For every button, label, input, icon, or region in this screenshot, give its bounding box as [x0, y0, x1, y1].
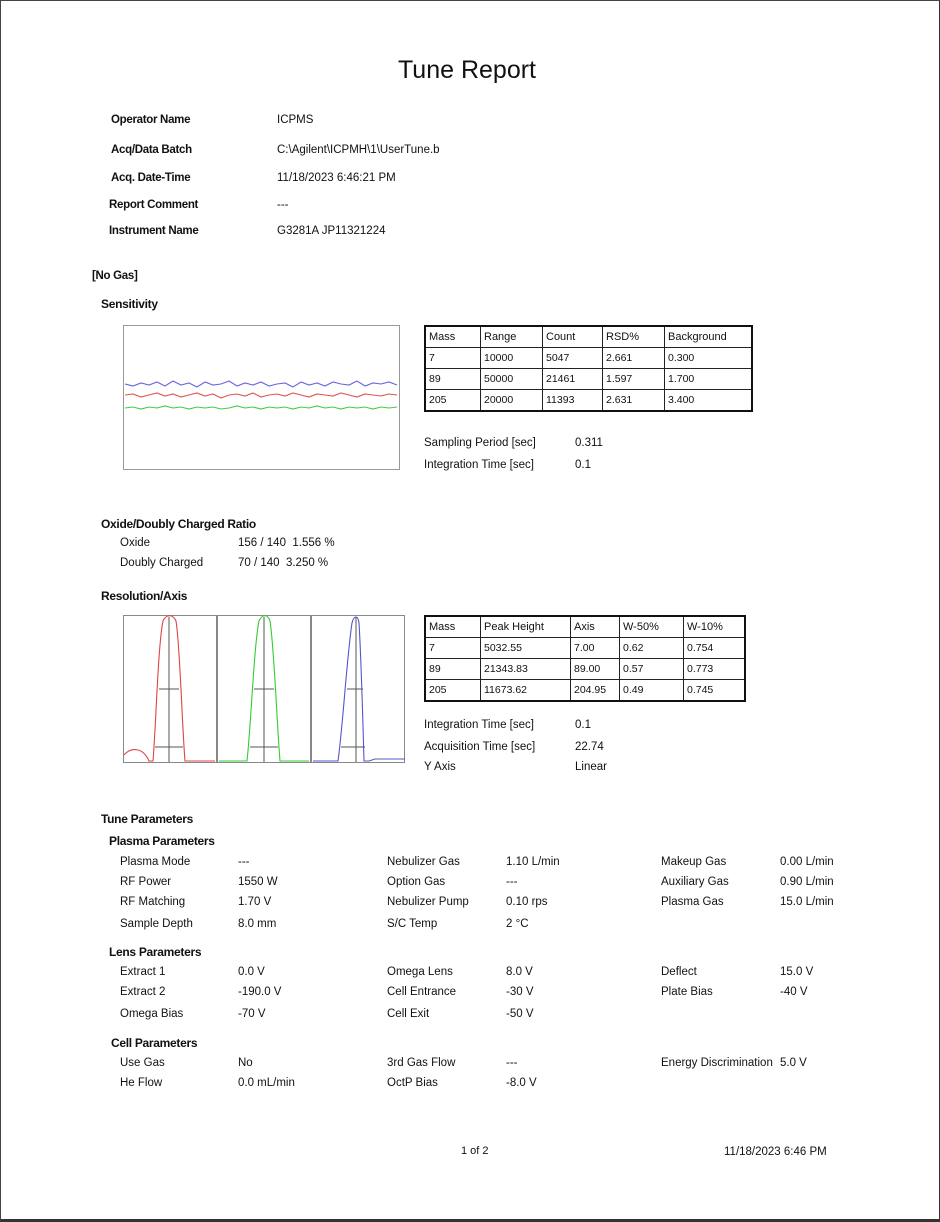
- sensitivity-table: [424, 325, 753, 412]
- operator-name-value: ICPMS: [277, 114, 314, 126]
- oxide-heading: Oxide/Doubly Charged Ratio: [101, 517, 256, 531]
- resolution-integration-time-value: 0.1: [575, 719, 591, 731]
- table-cell: 7.00: [571, 638, 620, 659]
- param-value: 8.0 V: [506, 966, 533, 978]
- table-row: [425, 680, 745, 702]
- table-cell: 5032.55: [481, 638, 571, 659]
- y-axis-value: Linear: [575, 761, 607, 773]
- peak-panel-mass-89: [218, 616, 311, 763]
- table-row: [425, 659, 745, 680]
- report-title: Tune Report: [397, 56, 537, 84]
- table-cell: 11673.62: [481, 680, 571, 702]
- param-label: Cell Exit: [387, 1008, 430, 1020]
- table-cell: 89: [425, 369, 481, 390]
- param-value: 1550 W: [238, 876, 278, 888]
- table-cell: 5047: [543, 348, 603, 369]
- table-header-row: [425, 326, 752, 348]
- param-value: 0.00 L/min: [780, 856, 834, 868]
- table-cell: 0.57: [620, 659, 684, 680]
- peak-panel-mass-205: [312, 616, 406, 763]
- param-label: Extract 2: [120, 986, 166, 998]
- param-value: -50 V: [506, 1008, 534, 1020]
- table-cell: 205: [425, 680, 481, 702]
- y-axis-label: Y Axis: [424, 761, 456, 773]
- doubly-charged-label: Doubly Charged: [120, 557, 204, 569]
- sensitivity-plot-border: [124, 326, 400, 470]
- table-cell: 0.773: [684, 659, 746, 680]
- param-label: Auxiliary Gas: [661, 876, 729, 888]
- lens-parameters-heading: Lens Parameters: [109, 945, 202, 959]
- column-header: Range: [481, 326, 543, 348]
- table-cell: 21461: [543, 369, 603, 390]
- param-label: S/C Temp: [387, 918, 438, 930]
- table-cell: 204.95: [571, 680, 620, 702]
- column-header: Mass: [425, 616, 481, 638]
- table-cell: 50000: [481, 369, 543, 390]
- param-value: 5.0 V: [780, 1057, 807, 1069]
- param-label: Omega Lens: [387, 966, 453, 978]
- acquisition-time-value: 22.74: [575, 741, 604, 753]
- column-header: Mass: [425, 326, 481, 348]
- table-cell: 3.400: [665, 390, 753, 412]
- acq-data-batch-label: Acq/Data Batch: [111, 144, 192, 156]
- resolution-peak-plots: [123, 615, 407, 764]
- column-header: Axis: [571, 616, 620, 638]
- param-label: Cell Entrance: [387, 986, 457, 998]
- page-number: 1 of 2: [461, 1145, 489, 1157]
- table-cell: 0.754: [684, 638, 746, 659]
- report-comment-label: Report Comment: [109, 199, 199, 211]
- table-cell: 89: [425, 659, 481, 680]
- cell-parameters-heading: Cell Parameters: [111, 1036, 198, 1050]
- table-header-row: [425, 616, 745, 638]
- resolution-table: [424, 615, 746, 702]
- param-value: 0.10 rps: [506, 896, 548, 908]
- param-value: ---: [506, 1057, 518, 1069]
- table-cell: 11393: [543, 390, 603, 412]
- param-value: -30 V: [506, 986, 534, 998]
- param-value: -190.0 V: [238, 986, 282, 998]
- table-cell: 7: [425, 348, 481, 369]
- param-value: 0.90 L/min: [780, 876, 834, 888]
- mode-label: [No Gas]: [92, 270, 138, 282]
- param-value: -8.0 V: [506, 1077, 537, 1089]
- sensitivity-integration-time-label: Integration Time [sec]: [424, 459, 534, 471]
- param-value: 2 °C: [506, 918, 529, 930]
- sensitivity-integration-time-value: 0.1: [575, 459, 591, 471]
- instrument-name-label: Instrument Name: [109, 225, 199, 237]
- table-cell: 0.300: [665, 348, 753, 369]
- param-value: -70 V: [238, 1008, 266, 1020]
- param-value: 1.70 V: [238, 896, 272, 908]
- table-cell: 20000: [481, 390, 543, 412]
- tune-parameters-heading: Tune Parameters: [101, 812, 193, 826]
- param-label: Sample Depth: [120, 918, 193, 930]
- param-label: Plate Bias: [661, 986, 713, 998]
- acq-date-time-value: 11/18/2023 6:46:21 PM: [277, 172, 396, 184]
- footer-timestamp: 11/18/2023 6:46 PM: [724, 1146, 827, 1158]
- table-cell: 2.631: [603, 390, 665, 412]
- param-label: Omega Bias: [120, 1008, 184, 1020]
- param-label: Deflect: [661, 966, 697, 978]
- oxide-label: Oxide: [120, 537, 151, 549]
- table-cell: 10000: [481, 348, 543, 369]
- operator-name-label: Operator Name: [111, 114, 191, 126]
- table-row: [425, 390, 752, 412]
- plasma-parameters-heading: Plasma Parameters: [109, 834, 215, 848]
- table-cell: 1.700: [665, 369, 753, 390]
- param-label: Use Gas: [120, 1057, 165, 1069]
- report-comment-value: ---: [277, 199, 289, 211]
- column-header: RSD%: [603, 326, 665, 348]
- table-cell: 2.661: [603, 348, 665, 369]
- param-label: Energy Discrimination: [661, 1057, 773, 1069]
- param-value: 15.0 V: [780, 966, 814, 978]
- param-label: OctP Bias: [387, 1077, 438, 1089]
- doubly-charged-value: 70 / 140 3.250 %: [238, 557, 329, 569]
- acquisition-time-label: Acquisition Time [sec]: [424, 741, 536, 753]
- column-header: Peak Height: [481, 616, 571, 638]
- table-cell: 0.62: [620, 638, 684, 659]
- sensitivity-trace-plot: [123, 325, 400, 470]
- sampling-period-label: Sampling Period [sec]: [424, 437, 536, 449]
- sensitivity-heading: Sensitivity: [101, 297, 158, 311]
- param-value: No: [238, 1057, 253, 1069]
- table-cell: 21343.83: [481, 659, 571, 680]
- sampling-period-value: 0.311: [575, 437, 603, 449]
- table-cell: 1.597: [603, 369, 665, 390]
- table-row: [425, 369, 752, 390]
- table-cell: 205: [425, 390, 481, 412]
- table-row: [425, 638, 745, 659]
- param-label: 3rd Gas Flow: [387, 1057, 456, 1069]
- param-label: RF Matching: [120, 896, 186, 908]
- peak-panel-mass-7: [124, 616, 217, 763]
- table-row: [425, 348, 752, 369]
- table-cell: 7: [425, 638, 481, 659]
- resolution-heading: Resolution/Axis: [101, 589, 188, 603]
- param-label: Nebulizer Gas: [387, 856, 460, 868]
- acq-data-batch-value: C:\Agilent\ICPMH\1\UserTune.b: [277, 144, 440, 156]
- param-value: 8.0 mm: [238, 918, 277, 930]
- param-value: ---: [506, 876, 518, 888]
- table-cell: 0.745: [684, 680, 746, 702]
- param-label: He Flow: [120, 1077, 163, 1089]
- param-label: Plasma Gas: [661, 896, 724, 908]
- param-value: ---: [238, 856, 250, 868]
- acq-date-time-label: Acq. Date-Time: [111, 172, 191, 184]
- param-value: 0.0 V: [238, 966, 265, 978]
- param-label: Makeup Gas: [661, 856, 727, 868]
- param-value: -40 V: [780, 986, 808, 998]
- param-label: RF Power: [120, 876, 172, 888]
- param-value: 15.0 L/min: [780, 896, 834, 908]
- param-label: Plasma Mode: [120, 856, 191, 868]
- column-header: Count: [543, 326, 603, 348]
- param-label: Nebulizer Pump: [387, 896, 469, 908]
- param-value: 1.10 L/min: [506, 856, 560, 868]
- param-label: Extract 1: [120, 966, 166, 978]
- resolution-integration-time-label: Integration Time [sec]: [424, 719, 534, 731]
- column-header: W-50%: [620, 616, 684, 638]
- column-header: Background: [665, 326, 753, 348]
- oxide-value: 156 / 140 1.556 %: [238, 537, 335, 549]
- table-cell: 0.49: [620, 680, 684, 702]
- table-cell: 89.00: [571, 659, 620, 680]
- column-header: W-10%: [684, 616, 746, 638]
- instrument-name-value: G3281A JP11321224: [277, 225, 386, 237]
- param-value: 0.0 mL/min: [238, 1077, 295, 1089]
- param-label: Option Gas: [387, 876, 446, 888]
